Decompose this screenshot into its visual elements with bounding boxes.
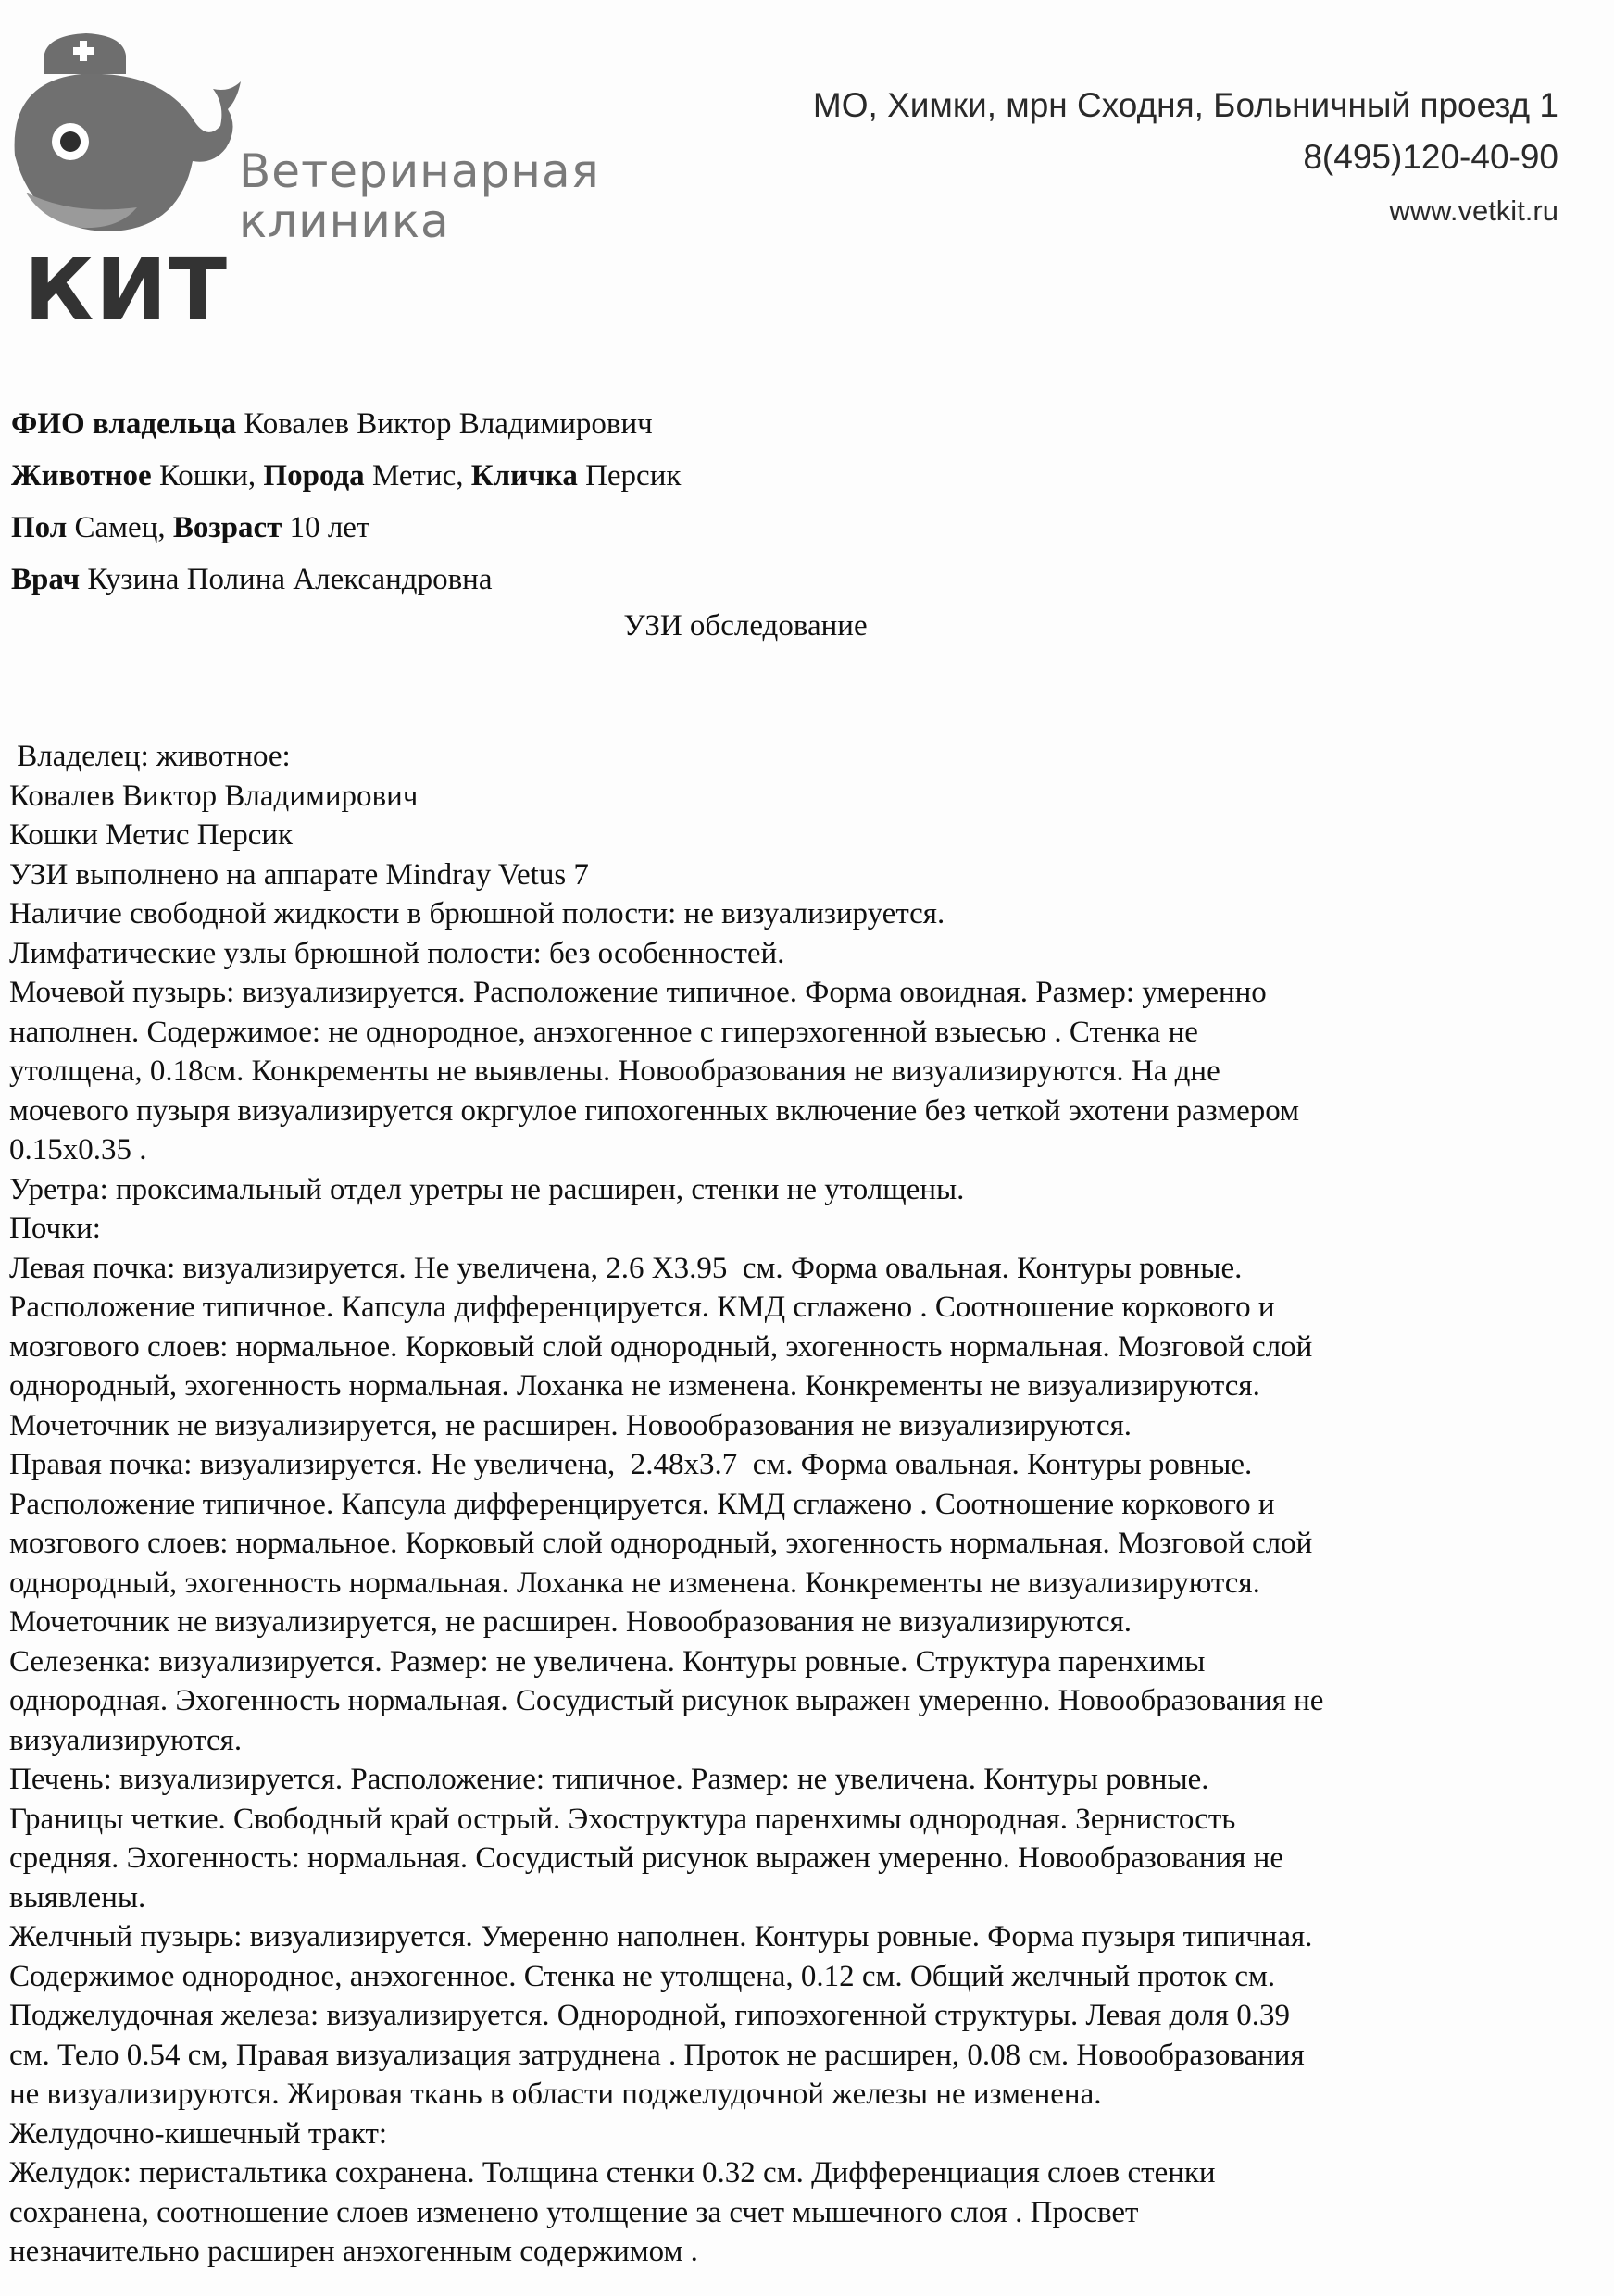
report-line: Расположение типичное. Капсула дифференцируется. КМД сглажено . Соотношение коркового и [9,1487,1275,1521]
report-line: утолщена, 0.18см. Конкременты не выявлены. Новообразования не визуализируются. На дне [9,1054,1220,1088]
report-line: мозгового слоев: нормальное. Корковый слой однородный, эхогенность нормальная. Мозговой слой [9,1329,1313,1364]
clinic-logo [7,17,600,340]
report-line: Кошки Метис Персик [9,818,294,852]
doctor-value: Кузина Полина Александровна [87,563,493,596]
report-line: не визуализируются. Жировая ткань в области поджелудочной железы не изменена. [9,2078,1102,2111]
sex-value: Самец, [74,511,166,544]
doctor-row [11,554,681,605]
animal-label: Животное [11,459,152,493]
report-line: средняя. Эхогенность: нормальная. Сосудистый рисунок выражен умеренно. Новообразования не [9,1841,1283,1875]
clinic-brand: КИТ [24,241,229,340]
report-line: Мочевой пузырь: визуализируется. Расположение типичное. Форма овоидная. Размер: умеренно [9,976,1267,1009]
report-line: сохранена, соотношение слоев изменено утолщение за счет мышечного слоя . Просвет [9,2195,1139,2229]
owner-label: ФИО владельца [11,407,237,441]
report-line: Наличие свободной жидкости в брюшной полости: не визуализируется. [9,897,945,930]
age-value: 10 лет [289,511,370,544]
report-line: наполнен. Содержимое: не однородное, анэхогенное с гиперэхогенной взыесью . Стенка не [9,1015,1198,1049]
clinic-name-line2: клиника [239,194,450,248]
sex-label: Пол [11,511,68,544]
doctor-label: Врач [11,563,81,596]
age-label: Возраст [172,511,282,544]
sex-age-row [11,502,681,554]
report-line: Левая почка: визуализируется. Не увеличена, 2.6 Х3.95 см. Форма овальная. Контуры ровные. [9,1251,1243,1285]
report-line: мозгового слоев: нормальное. Корковый слой однородный, эхогенность нормальная. Мозговой слой [9,1527,1313,1560]
animal-value: Кошки, [158,459,256,493]
whale-logo-icon [7,17,248,257]
report-line: Содержимое однородное, анэхогенное. Стенка не утолщена, 0.12 см. Общий желчный проток см. [9,1959,1276,1993]
report-line: выявлены. [9,1880,146,1915]
clinic-address: МО, Химки, мрн Сходня, Больничный проезд 1 [812,86,1558,124]
clinic-name [239,146,600,246]
report-line: Расположение типичное. Капсула дифференцируется. КМД сглажено . Соотношение коркового и [9,1291,1275,1324]
report-line: Печень: визуализируется. Расположение: типичное. Размер: не увеличена. Контуры ровные. [9,1763,1209,1796]
report-line: Мочеточник не визуализируется, не расширен. Новообразования не визуализируются. [9,1408,1132,1442]
owner-row [11,398,681,450]
report-line: незначительно расширен анэхогенным содержимом . [9,2235,698,2268]
animal-row [11,450,681,502]
report-line: Ковалев Виктор Владимирович [9,779,419,813]
report-line: Почки: [9,1212,101,1245]
clinic-contacts [813,81,1558,237]
report-body [9,737,1491,2272]
owner-value: Ковалев Виктор Владимирович [244,407,653,441]
report-line: мочевого пузыря визуализируется окргулое гипохогенных включение без четкой эхотени размером [9,1093,1300,1128]
clinic-phone: 8(495)120-40-90 [1303,138,1558,176]
report-line: Правая почка: визуализируется. Не увеличена, 2.48x3.7 см. Форма овальная. Контуры ровные. [9,1448,1253,1481]
report-line: 0.15x0.35 . [9,1133,147,1167]
report-line: Лимфатические узлы брюшной полости: без особенностей. [9,936,785,970]
report-line: Границы четкие. Свободный край острый. Эхоструктура паренхимы однородная. Зернистость [9,1802,1236,1836]
breed-label: Порода [263,459,365,493]
pet-name-label: Кличка [470,459,578,493]
report-line: Поджелудочная железа: визуализируется. Однородной, гипоэхогенной структуры. Левая доля 0.39 [9,1999,1290,2032]
report-line: Мочеточник не визуализируется, не расширен. Новообразования не визуализируются. [9,1605,1132,1639]
report-line: визуализируются. [9,1723,243,1757]
report-line: Уретра: проксимальный отдел уретры не расширен, стенки не утолщены. [9,1172,965,1206]
report-line: однородный, эхогенность нормальная. Лоханка не изменена. Конкременты не визуализируются. [9,1369,1260,1403]
clinic-name-line1: Ветеринарная [239,144,600,198]
report-line: однородная. Эхогенность нормальная. Сосудистый рисунок выражен умеренно. Новообразования не [9,1684,1324,1717]
clinic-website: www.vetkit.ru [1389,194,1558,227]
report-line: Владелец: животное: [9,740,291,773]
report-line: Желудочно-кишечный тракт: [9,2116,388,2151]
report-line: Желудок: перистальтика сохранена. Толщина стенки 0.32 см. Дифференциация слоев стенки [9,2156,1216,2190]
pet-name-value: Персик [585,459,682,493]
report-line: однородный, эхогенность нормальная. Лоханка не изменена. Конкременты не визуализируются. [9,1566,1260,1600]
report-line: Желчный пузырь: визуализируется. Умеренно наполнен. Контуры ровные. Форма пузыря типичная. [9,1920,1313,1953]
patient-info [11,398,681,605]
report-line: Селезенка: визуализируется. Размер: не увеличена. Контуры ровные. Структура паренхимы [9,1644,1206,1678]
report-line: УЗИ выполнено на аппарате Mindray Vetus 7 [9,857,589,892]
exam-title: УЗИ обследование [623,609,868,643]
breed-value: Метис, [371,459,464,493]
report-line: см. Тело 0.54 см, Правая визуализация затруднена . Проток не расширен, 0.08 см. Новообразования [9,2038,1305,2072]
